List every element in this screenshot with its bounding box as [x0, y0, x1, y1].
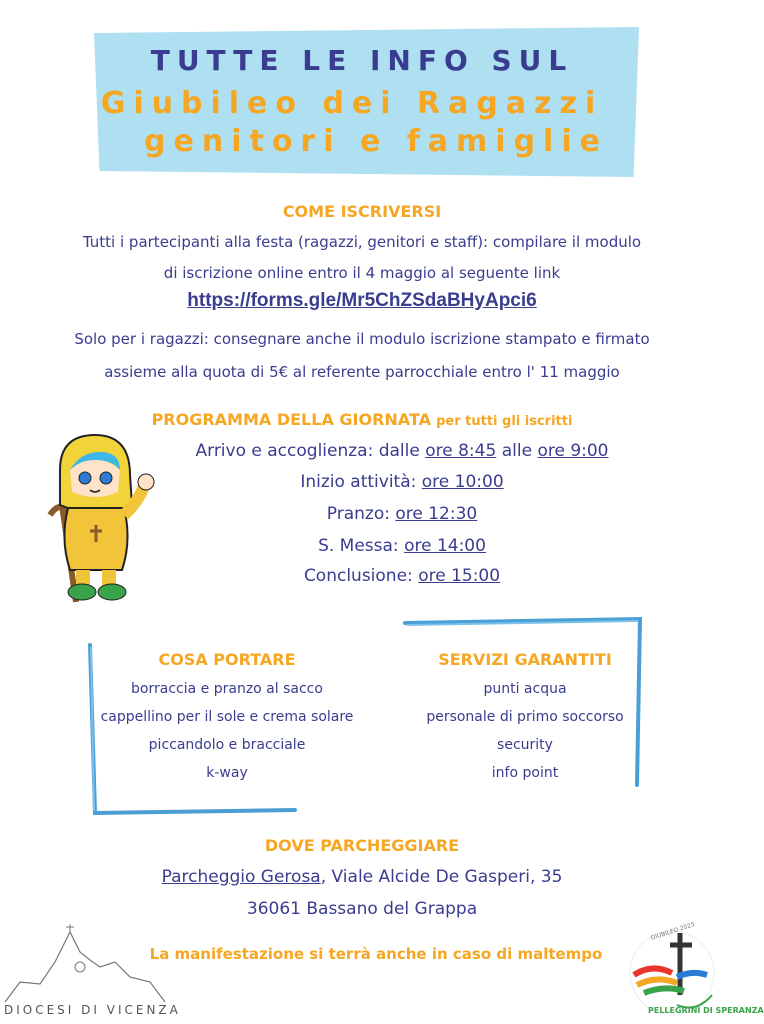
programma-time: ore 14:00 — [404, 536, 486, 556]
servizi-item: security — [497, 737, 553, 753]
iscrizione-title: COME ISCRIVERSI — [282, 202, 442, 221]
parcheggio-address: , Viale Alcide De Gasperi, 35 — [320, 867, 563, 887]
diocesi-logo — [0, 922, 170, 1004]
programma-time: ore 15:00 — [418, 566, 501, 586]
programma-label: Inizio attività: — [300, 472, 422, 492]
giubileo-year: GIUBILEO 2025 — [650, 921, 696, 942]
portare-item: piccandolo e bracciale — [148, 737, 306, 753]
title-line-2: Giubileo dei Ragazzi — [100, 86, 604, 121]
title-line-3: genitori e famiglie — [144, 124, 608, 159]
iscrizione-line-2: di iscrizione online entro il 4 maggio al seguente link — [163, 264, 561, 282]
programma-time: ore 12:30 — [395, 504, 478, 524]
iscrizione-line-3: Solo per i ragazzi: consegnare anche il modulo iscrizione stampato e firmato — [74, 330, 650, 348]
weather-note: La manifestazione si terrà anche in caso di maltempo — [149, 945, 603, 963]
portare-title: COSA PORTARE — [158, 650, 296, 669]
programma-label: Conclusione: — [303, 566, 419, 586]
parcheggio-city: 36061 Bassano del Grappa — [246, 899, 478, 919]
programma-subtitle: per tutti gli iscritti — [436, 414, 573, 429]
iscrizione-link[interactable]: https://forms.gle/Mr5ChZSdaBHyApci6 — [187, 290, 537, 311]
programma-label: Arrivo e accoglienza: dalle — [195, 441, 426, 461]
diocesi-logo-text: DIOCESI DI VICENZA — [4, 1003, 181, 1017]
programma-label: S. Messa: — [318, 536, 405, 556]
portare-item: k-way — [206, 765, 248, 781]
programma-title: PROGRAMMA DELLA GIORNATA — [151, 410, 431, 429]
portare-item: cappellino per il sole e crema solare — [100, 709, 354, 725]
programma-heading — [0, 410, 724, 429]
title-line-1: TUTTE LE INFO SUL — [150, 44, 574, 77]
programma-time-2: ore 9:00 — [537, 441, 609, 461]
iscrizione-line-4: assieme alla quota di 5€ al referente parrocchiale entro l' 11 maggio — [104, 363, 620, 381]
iscrizione-line-1: Tutti i partecipanti alla festa (ragazzi, genitori e staff): compilare il modulo — [82, 233, 642, 251]
mascot-illustration — [40, 430, 160, 610]
servizi-item: personale di primo soccorso — [426, 709, 624, 725]
portare-column — [97, 650, 357, 781]
programma-time: ore 8:45 — [425, 441, 497, 461]
programma-label: Pranzo: — [326, 504, 396, 524]
servizi-item: info point — [491, 765, 559, 781]
giubileo-motto: PELLEGRINI DI SPERANZA — [648, 1006, 764, 1015]
parcheggio-name: Parcheggio Gerosa — [161, 867, 321, 887]
servizi-title: SERVIZI GARANTITI — [438, 650, 612, 669]
programma-time: ore 10:00 — [421, 472, 504, 492]
servizi-column — [395, 650, 655, 781]
servizi-item: punti acqua — [483, 681, 567, 697]
parcheggio-address-line — [0, 867, 724, 887]
programma-mid: alle — [496, 441, 538, 461]
parcheggio-title: DOVE PARCHEGGIARE — [264, 836, 460, 855]
portare-item: borraccia e pranzo al sacco — [131, 681, 323, 697]
